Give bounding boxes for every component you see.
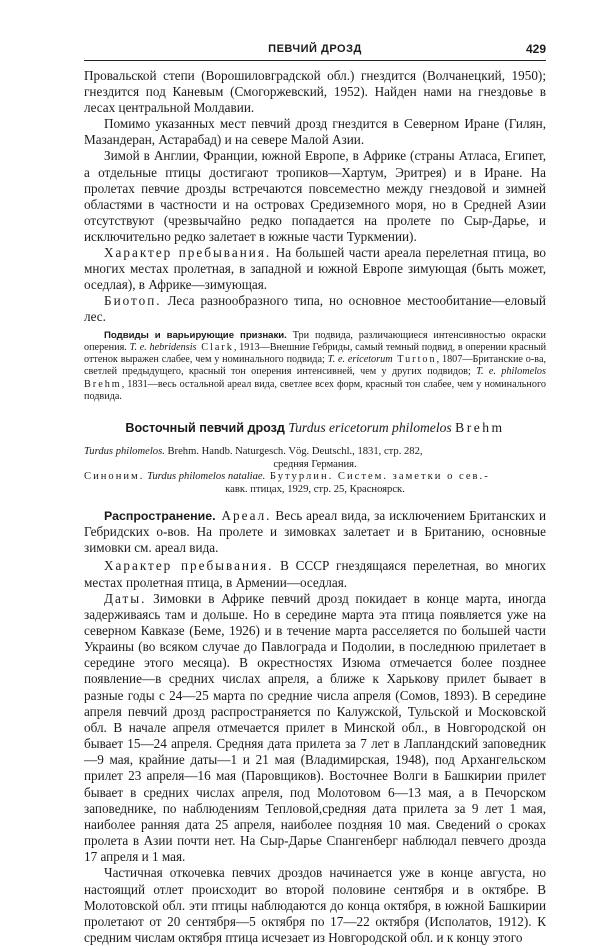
- subspecies-name-ericetorum: T. e. ericetorum: [327, 354, 393, 366]
- synonym-entry-2: Синоним. Turdus philomelos nataliae. Бутурлин. Систем. заметки о сев.-: [84, 471, 490, 483]
- page-content: [84, 68, 546, 946]
- status-text: На большей части ареала перелетная птица, во многих местах пролетная, в западной и южной Европе зимующая (быть может, оседлая), в Африке—зимующая.: [84, 245, 546, 293]
- subspecies-name-hebridensis: T. e. hebridensis: [129, 341, 197, 353]
- page-number: 429: [525, 42, 546, 56]
- biotope-label: Биотоп.: [104, 293, 162, 309]
- paragraph-status: [84, 245, 546, 293]
- paragraph-biotope: [84, 293, 546, 325]
- paragraph-departure: Частичная откочевка певчих дроздов начинается уже в конце августа, но настоящий отлет происходит во второй половине сентября и в октябре. В Молотовской обл. эти птицы наблюдаются до конца октября, в южной Башкирии пролетают от 20 сентября—5 октября по 17—22 октября (Исполатов, 1912). К средним числам октября птица исчезает из Новгородской обл. и к концу этого: [84, 865, 546, 945]
- status-label: Характер пребывания.: [104, 245, 272, 261]
- section-title: Восточный певчий дрозд: [125, 421, 285, 436]
- intro-text: [84, 68, 546, 326]
- paragraph-distribution: Распространение. Ареал. Весь ареал вида, за исключением Британских и Гебридских о-вов. На пролете и зимовках залетает и в Британию, основные зимовки см. ареал вида.: [84, 507, 547, 556]
- biotope-text: Леса разнообразного типа, но основное местообитание—еловый лес.: [84, 293, 546, 325]
- paragraph-residence: Характер пребывания. В СССР гнездящаяся перелетная, во многих местах пролетная птица, в Армении—оседлая.: [84, 558, 546, 590]
- running-head: ПЕВЧИЙ ДРОЗД: [268, 43, 362, 55]
- paragraph-dates: Даты. Зимовки в Африке певчий дрозд покидает в конце марта, иногда задерживаясь там и дольше. Но в середине марта эта птица появляется уже на северном Кавказе (Беме, 1926) и в течение марта расселяется по большей части Украины (во всяком случае до Павлограда и Подолии, в последнюю прилетает в середине этого месяца). В окрестностях Изюма отмечается более позднее появление—в средних числах апреля, а ближе к Харькову прилет бывает в разные годы с 24—25 марта по средние числа апреля (Сомов, 1893). В середине апреля певчий дрозд распространяется по Калужской, Тульской и Московской обл. В начале апреля отмечается прилет в Минской обл., в Новгородской он бывает 15—24 апреля. Средняя дата прилета за 7 лет в Лапландский заповедник—9 мая, крайние даты—1 и 21 мая (Владимирская, 1948), под Архангельском прилет 23 апреля—16 мая (Паровщиков). Восточнее Волги в Башкирии прилет бывает в средних числах апреля, под Молотовом 6—13 мая, а в Печорском заповеднике, по наблюдениям Тепловой,средняя дата прилета за 9 лет 1 мая, наиболее ранняя дата 25 апреля, наиболее поздняя 10 мая. Сведений о сроках пролета в Азии почти нет. На Сыр-Дарье Спангенберг наблюдал певчего дрозда 17 апреля и 1 мая.: [84, 590, 546, 865]
- body-text: [84, 508, 546, 946]
- synonym-entry-2-cont: кавк. птицах, 1929, стр. 25, Красноярск.: [225, 483, 405, 495]
- section-latin-name: Turdus ericetorum philomelos: [288, 420, 452, 436]
- subspecies-name-philomelos: T. e. philomelos: [476, 366, 546, 378]
- paragraph-wintering: Зимой в Англии, Франции, южной Европе, в Африке (страны Атласа, Египет, а отдельные птицы достигают тропиков—Хартум, Эритрея) и в Иране. На пролетах певчие дрозды встречаются повсеместно между гнездовой и зимней областями в частности и на островах Средиземного моря, но в Средней Азии отсутствуют (чрезвычайно редко попадается на пролете по Сыр-Дарье, и исключительно редко залетает в южные части Туркмении).: [84, 148, 546, 244]
- section-heading: [84, 420, 546, 436]
- distribution-label: Распространение.: [104, 508, 216, 523]
- page-header: [84, 40, 546, 61]
- paragraph-range-continued: Провальской степи (Ворошиловградской обл.) гнездится (Волчанецкий, 1950); гнездится под Каневым (Смогоржевский, 1952). Найден нами на гнездовье в лесах центральной Молдавии.: [84, 68, 546, 116]
- synonymy-block: [84, 446, 546, 496]
- subspecies-paragraph: Подвиды и варьирующие признаки. Три подвида, различающиеся интенсивностью окраски оперения. T. e. hebridensis Clark, 1913—Внешние Гебриды, самый темный подвид, в оперении красный оттенок выражен слабее, чем у номинального подвида; T. e. ericetorum Turton, 1807—Британские о-ва, светлей предыдущего, красный тон оперения интенсивней, чем у других подвидов; T. e. philomelos Brehm, 1831—весь остальной ареал вида, светлее всех форм, красный тон слабее, чем у номинального подвида.: [84, 329, 547, 402]
- subspecies-label: Подвиды и варьирующие признаки.: [104, 329, 287, 341]
- paragraph-iran: Помимо указанных мест певчий дрозд гнездится в Северном Иране (Гилян, Мазандеран, Астарабад) и на севере Малой Азии.: [84, 116, 546, 148]
- section-author: Brehm: [455, 420, 505, 436]
- synonym-entry-1: Turdus philomelos. Brehm. Handb. Naturgesch. Vög. Deutschl., 1831, стр. 282,: [84, 446, 423, 458]
- synonym-entry-1-cont: средняя Германия.: [273, 458, 357, 470]
- subspecies-note: [84, 330, 546, 404]
